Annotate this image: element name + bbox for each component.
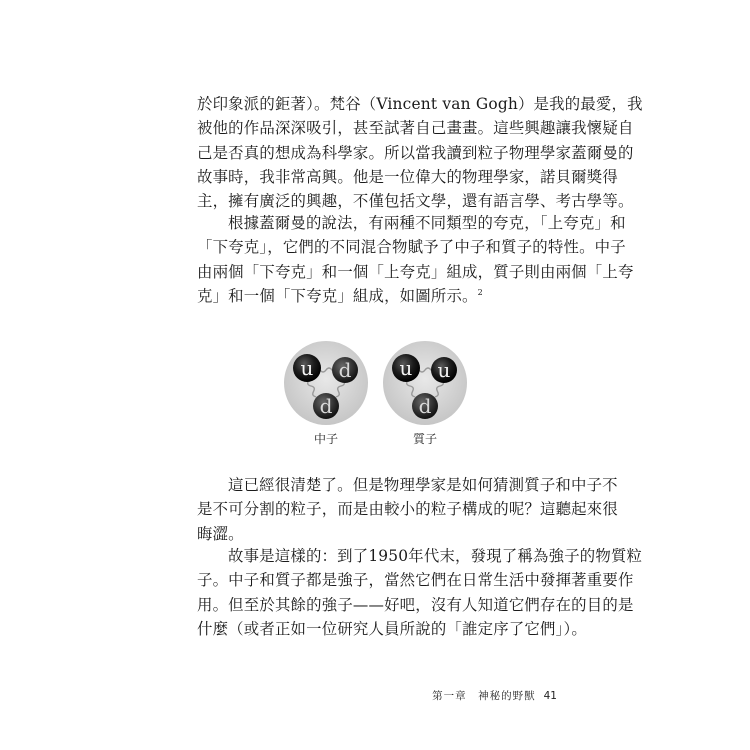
text-line-with-footnote (197, 284, 555, 308)
neutron-diagram (284, 341, 368, 425)
quark-label: d (418, 394, 432, 418)
text-line: 晦澀。 (197, 524, 244, 543)
text-line: 什麼（或者正如一位研究人員所說的「誰定序了它們」）。 (197, 619, 587, 638)
running-footer (432, 688, 557, 703)
text-line: 用。但至於其餘的強子——好吧，沒有人知道它們存在的目的是 (197, 595, 634, 614)
quark-label: u (399, 356, 413, 380)
quark-diagram (281, 336, 471, 431)
text-line: 根據蓋爾曼的說法，有兩種不同類型的夸克，「上夸克」和 (228, 214, 626, 232)
quark-label: u (300, 356, 314, 380)
paragraph-1 (197, 92, 643, 213)
footnote-marker: 2 (477, 287, 483, 297)
proton-caption: 質子 (413, 432, 438, 446)
text-line: 這已經很清楚了。但是物理學家是如何猜測質子和中子不 (228, 476, 618, 494)
text-line: 由兩個「下夸克」和一個「上夸克」組成，質子則由兩個「上夸 (197, 262, 634, 281)
text-line: 故事是這樣的：到了1950年代末，發現了稱為強子的物質粒 (228, 547, 643, 565)
paragraph-3 (197, 473, 618, 546)
quark-label: d (338, 358, 352, 382)
text-line: 主，擁有廣泛的興趣，不僅包括文學，還有語言學、考古學等。 (197, 192, 634, 211)
quark-label: d (319, 394, 333, 418)
text-line: 己是否真的想成為科學家。所以當我讀到粒子物理學家蓋爾曼的 (197, 143, 634, 162)
paragraph-2 (197, 211, 634, 308)
neutron-caption: 中子 (314, 432, 339, 446)
quark-figure (281, 336, 471, 446)
paragraph-4 (197, 544, 643, 641)
text-line: 於印象派的鉅著）。梵谷（Vincent van Gogh）是我的最愛，我 (197, 95, 643, 113)
chapter-title: 第一章 神秘的野獸 (432, 690, 536, 702)
text-line: 是不可分割的粒子，而是由較小的粒子構成的呢？這聽起來很 (197, 500, 618, 519)
text-line: 「下夸克」，它們的不同混合物賦予了中子和質子的特性。中子 (197, 238, 626, 257)
page-number: 41 (543, 690, 557, 702)
proton-diagram (383, 341, 467, 425)
text-line: 故事時，我非常高興。他是一位偉大的物理學家，諾貝爾獎得 (197, 167, 618, 186)
text-line: 子。中子和質子都是強子，當然它們在日常生活中發揮著重要作 (197, 571, 634, 590)
text-line: 被他的作品深深吸引，甚至試著自己畫畫。這些興趣讓我懷疑自 (197, 119, 634, 138)
quark-label: u (437, 358, 451, 382)
text-line: 克」和一個「下夸克」組成，如圖所示。 (197, 286, 478, 305)
